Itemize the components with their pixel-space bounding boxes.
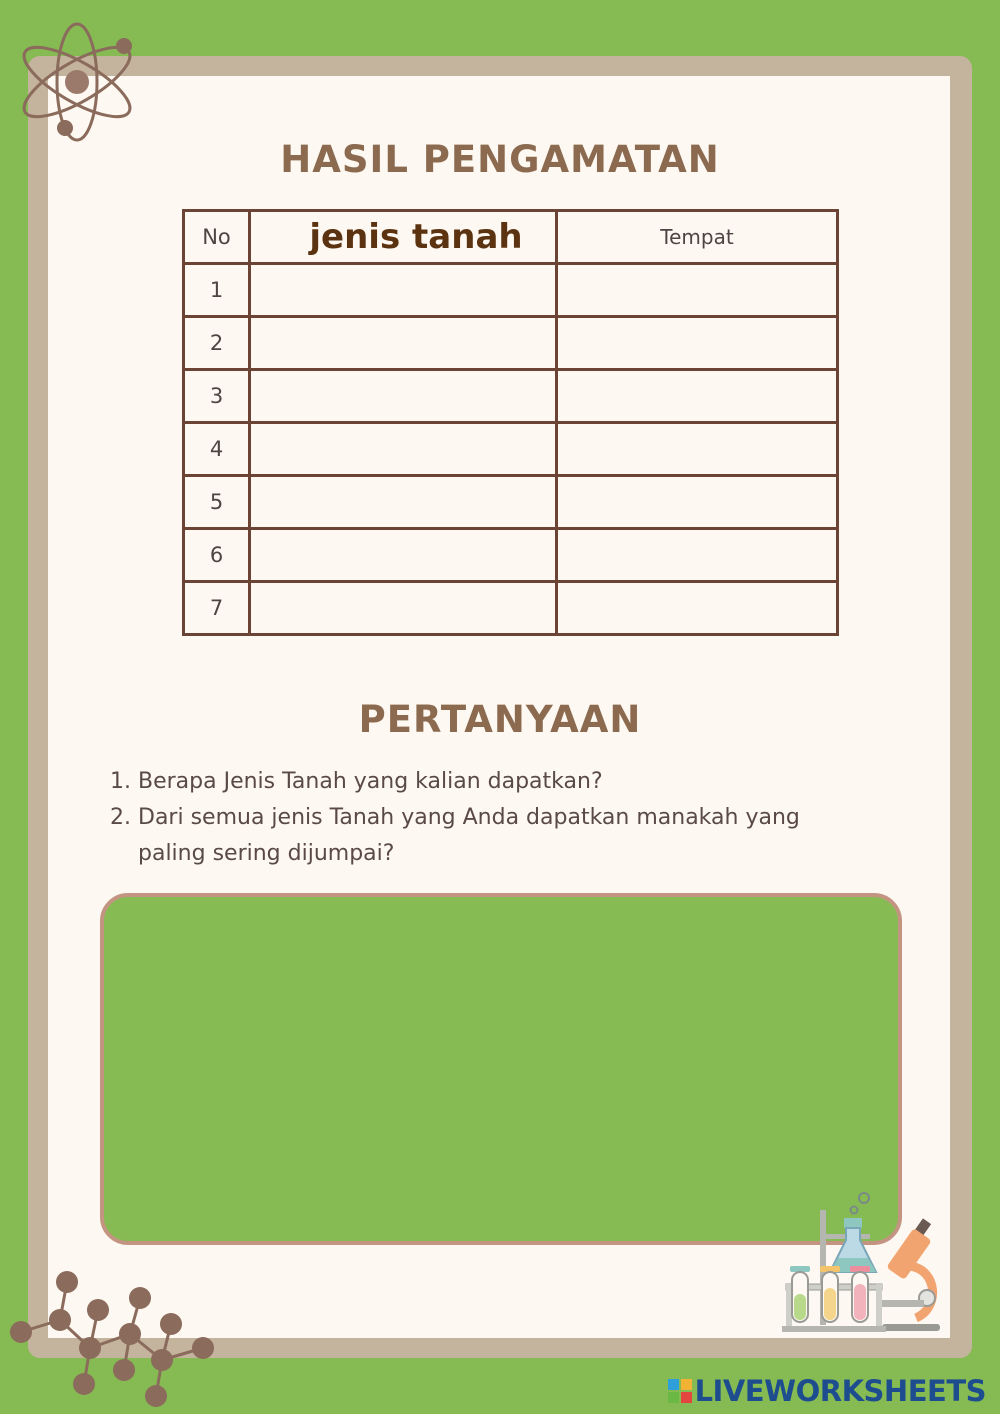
observation-title: HASIL PENGAMATAN — [280, 138, 720, 181]
liveworksheets-logo-icon — [668, 1379, 692, 1403]
table-row — [184, 529, 838, 582]
row-number: 2 — [184, 317, 250, 370]
row-number: 1 — [184, 264, 250, 317]
questions-title: PERTANYAAN — [358, 698, 642, 741]
question-list — [108, 764, 868, 872]
lab-equipment-icon — [780, 1188, 945, 1336]
table-row — [184, 582, 838, 635]
row-number: 7 — [184, 582, 250, 635]
header-no: No — [184, 211, 250, 264]
question-text: Berapa Jenis Tanah yang kalian dapatkan? — [138, 769, 603, 794]
atom-icon — [14, 30, 144, 145]
question-item — [108, 764, 868, 800]
jenis-tanah-cell[interactable] — [250, 370, 557, 423]
tempat-cell[interactable] — [557, 423, 838, 476]
brand-name: LIVEWORKSHEETS — [694, 1374, 986, 1408]
question-text: Dari semua jenis Tanah yang Anda dapatkan manakah yang paling sering dijumpai? — [138, 805, 800, 866]
header-tempat: Tempat — [557, 211, 838, 264]
table-row — [184, 476, 838, 529]
question-number: 2. — [110, 805, 131, 830]
row-number: 5 — [184, 476, 250, 529]
tempat-cell[interactable] — [557, 370, 838, 423]
jenis-tanah-cell[interactable] — [250, 529, 557, 582]
tempat-cell[interactable] — [557, 317, 838, 370]
row-number: 6 — [184, 529, 250, 582]
question-number: 1. — [110, 769, 131, 794]
row-number: 3 — [184, 370, 250, 423]
tempat-cell[interactable] — [557, 582, 838, 635]
jenis-tanah-cell[interactable] — [250, 264, 557, 317]
brand-footer — [668, 1374, 986, 1408]
row-number: 4 — [184, 423, 250, 476]
table-row — [184, 423, 838, 476]
header-jenis-tanah: jenis tanah — [250, 211, 557, 264]
tempat-cell[interactable] — [557, 529, 838, 582]
jenis-tanah-cell[interactable] — [250, 317, 557, 370]
tempat-cell[interactable] — [557, 476, 838, 529]
table-row — [184, 317, 838, 370]
jenis-tanah-cell[interactable] — [250, 423, 557, 476]
table-row — [184, 370, 838, 423]
molecule-icon — [0, 1262, 230, 1414]
table-row — [184, 264, 838, 317]
question-item — [108, 800, 868, 872]
observation-table — [182, 209, 839, 636]
table-header-row — [184, 211, 838, 264]
tempat-cell[interactable] — [557, 264, 838, 317]
jenis-tanah-cell[interactable] — [250, 582, 557, 635]
jenis-tanah-cell[interactable] — [250, 476, 557, 529]
